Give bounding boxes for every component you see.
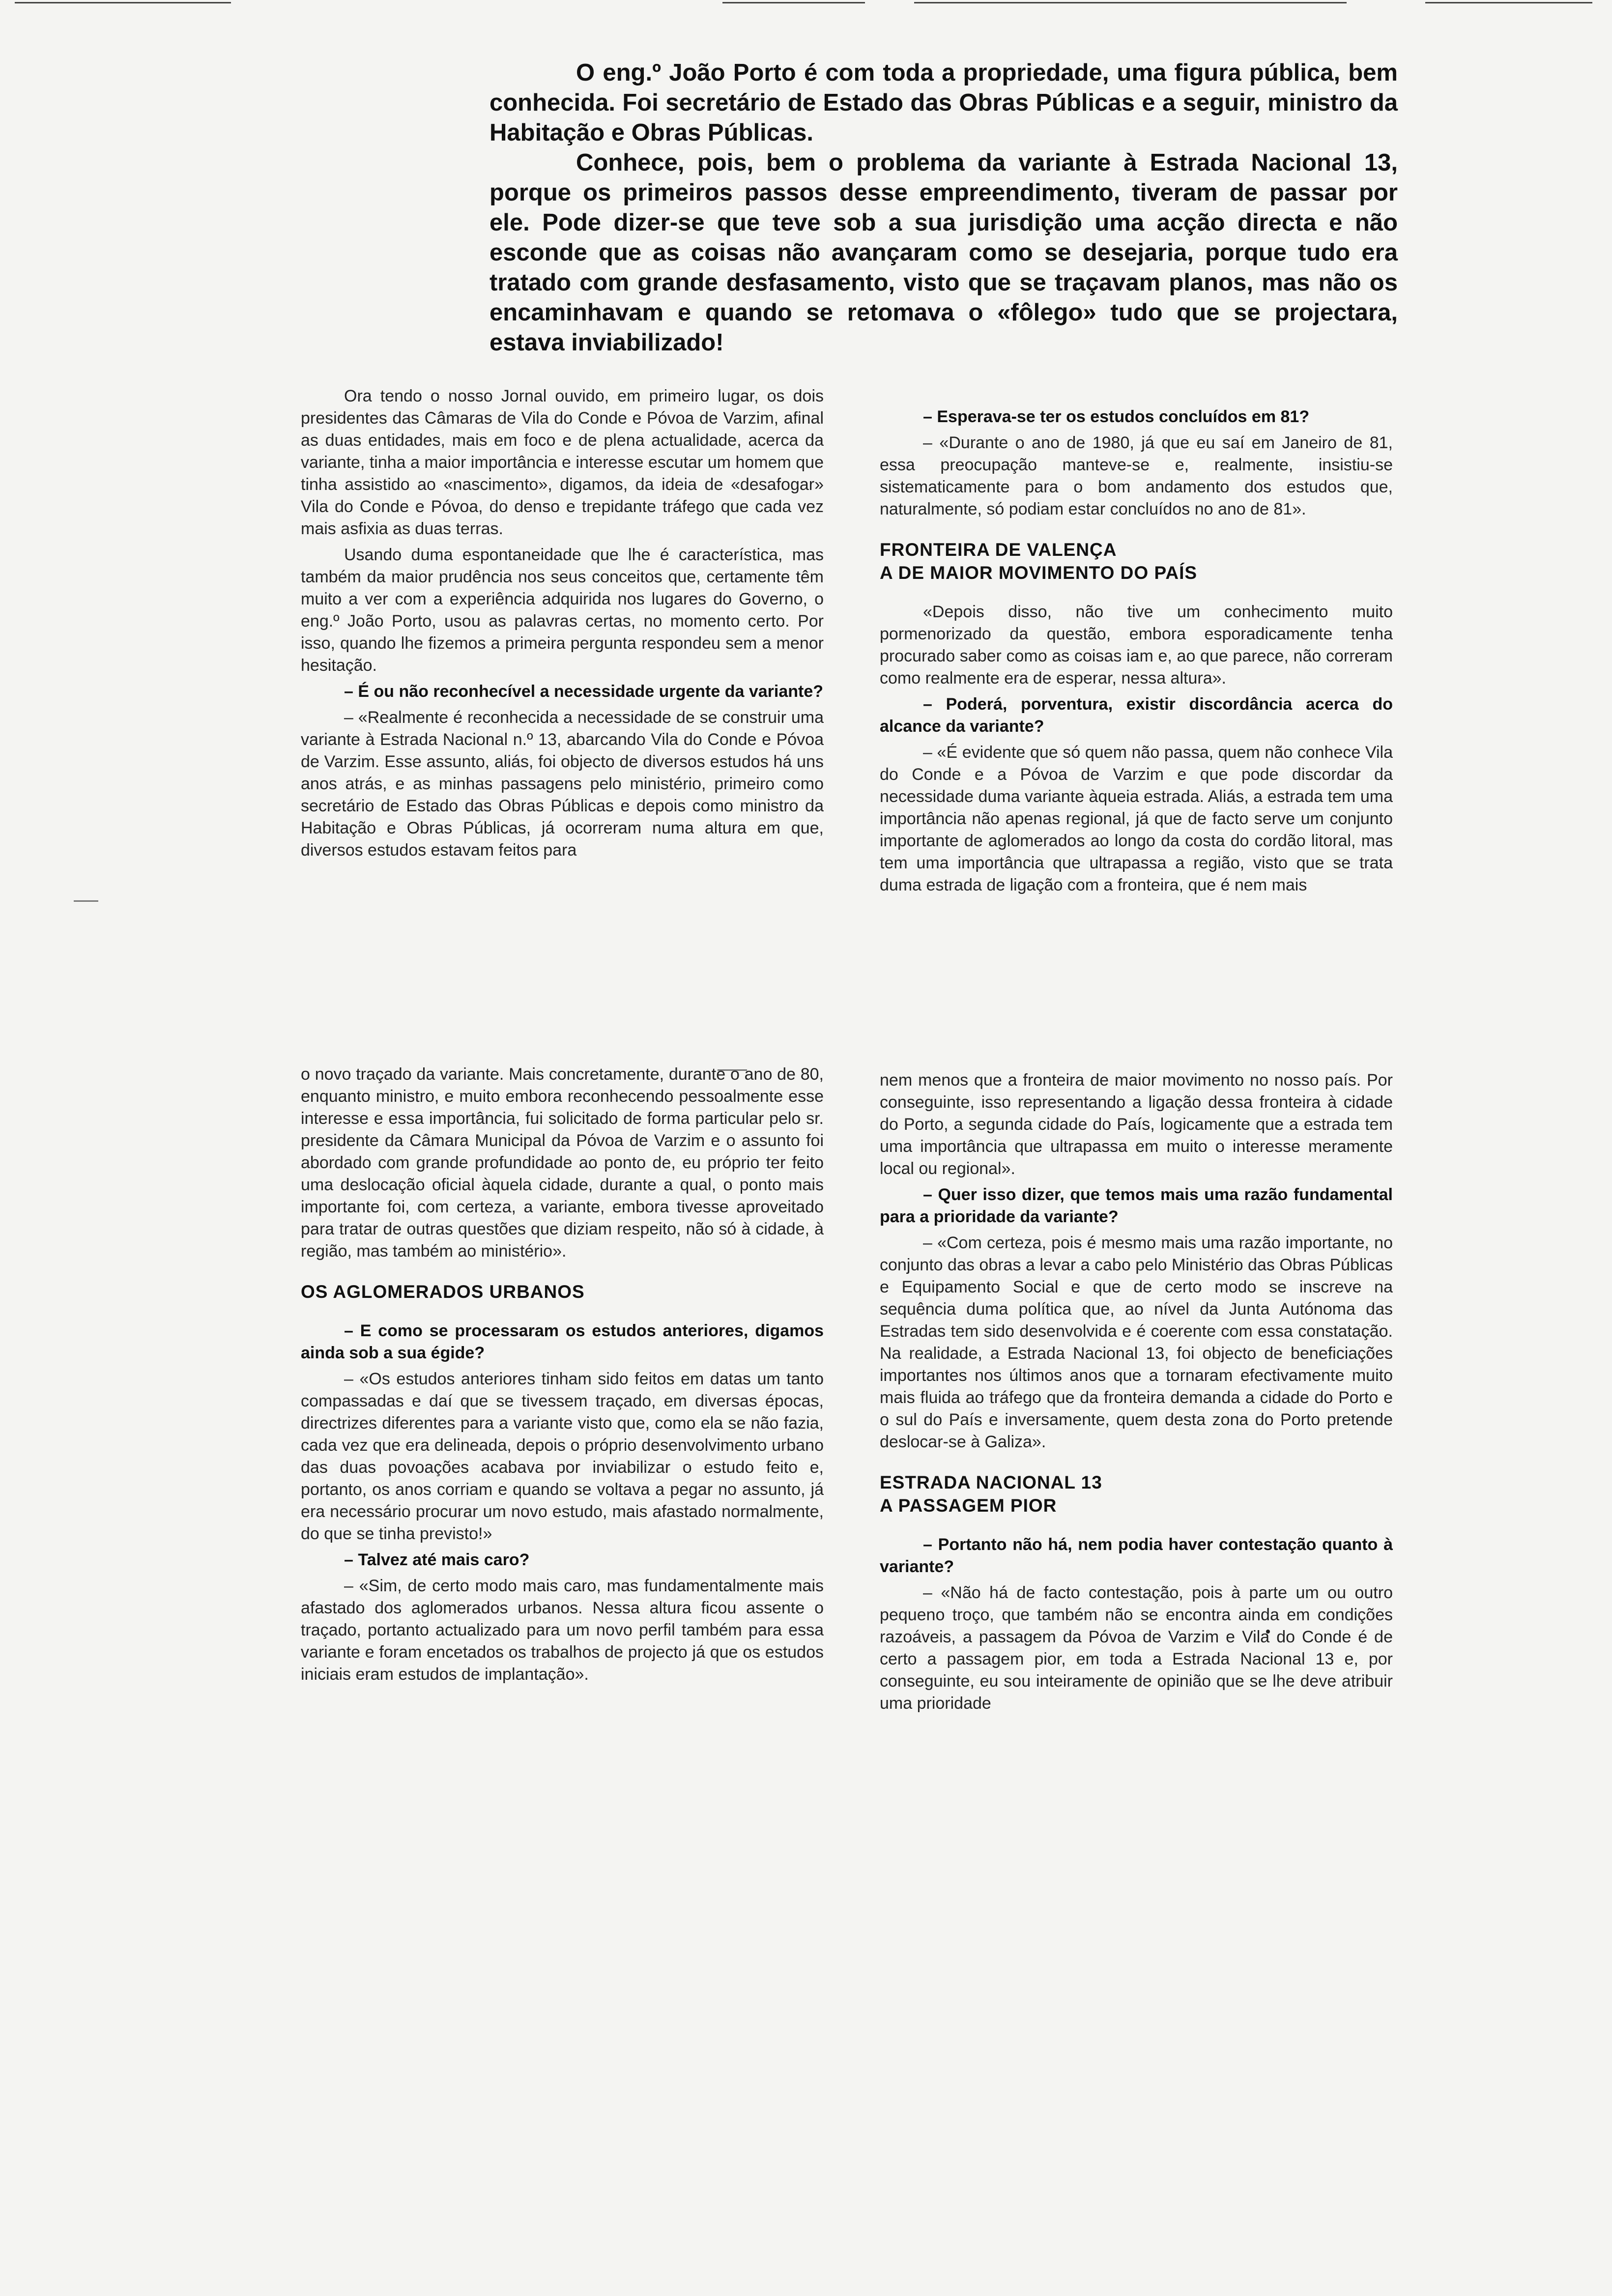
section-heading-line: OS AGLOMERADOS URBANOS [301,1282,585,1302]
interview-question: – Quer isso dizer, que temos mais uma razão fundamental para a prioridade da variante? [880,1185,1393,1226]
section-heading-line: FRONTEIRA DE VALENÇA [880,540,1117,560]
left-column-bottom [301,1063,824,1690]
section-heading-line: A PASSAGEM PIOR [880,1495,1057,1516]
body-paragraph: – «Não há de facto contestação, pois à parte um ou outro pequeno troço, que também não se encontra ainda em condições razoáveis, a passagem da Póvoa de Varzim e Vila do Conde é de certo a passagem pior, em toda a Estrada Nacional 13 e, por conseguinte, eu sou inteiramente de opinião que se lhe deve atribuir uma prioridade [880,1583,1393,1713]
section-heading-line: A DE MAIOR MOVIMENTO DO PAÍS [880,563,1198,583]
interview-question: – Poderá, porventura, existir discordância acerca do alcance da variante? [880,695,1393,736]
body-paragraph: Ora tendo o nosso Jornal ouvido, em primeiro lugar, os dois presidentes das Câmaras de Vila do Conde e Póvoa de Varzim, afinal as duas entidades, mais em foco e de plena actualidade, acerca da variante, tinha a maior importância e interesse escutar um homem que tinha assistido ao «nascimento», digamos, da ideia de «desafogar» Vila do Conde e Póvoa, do denso e trepidante tráfego que cada vez mais asfixia as duas terras. [301,387,824,538]
section-heading [880,1471,1393,1517]
continued-paragraph: nem menos que a fronteira de maior movimento no nosso país. Por conseguinte, isso representando a ligação dessa fronteira à cidade do Porto, a segunda cidade do País, logicamente que a estrada tem uma importância que ultrapassa em muito o interesse meramente local ou regional». [880,1071,1393,1178]
lead-p1: O eng.º João Porto é com toda a propriedade, uma figura pública, bem conhecida. Foi secretário de Estado das Obras Públicas e a seguir, ministro da Habitação e Obras Públicas. [489,59,1398,146]
section-heading [880,538,1393,584]
body-paragraph: – «Durante o ano de 1980, já que eu saí em Janeiro de 81, essa preocupação manteve-se e, realmente, insistiu-se sistematicamente para o bom andamento dos estudos que, naturalmente, só podiam estar concluídos no ano de 81». [880,433,1393,518]
interview-question: – Portanto não há, nem podia haver contestação quanto à variante? [880,1535,1393,1576]
interview-question: – É ou não reconhecível a necessidade urgente da variante? [344,682,824,701]
body-paragraph: – «É evidente que só quem não passa, quem não conhece Vila do Conde e a Póvoa de Varzim e que pode discordar da necessidade duma variante àqueia estrada. Aliás, a estrada tem uma importância não apenas regional, já que de facto serve um conjunto importante de aglomerados ao longo da costa do cordão litoral, mas tem uma importância que ultrapassa a região, visto que se trata duma estrada de ligação com a fronteira, que é nem mais [880,743,1393,894]
body-paragraph: – «Os estudos anteriores tinham sido feitos em datas um tanto compassadas e daí que se tivessem traçado, em diversas épocas, directrizes diferentes para a variante visto que, como ela se não fazia, cada vez que era delineada, depois o próprio desenvolvimento urbano das duas povoações acabava por inviabilizar o estudo feito e, portanto, os anos corriam e quando se voltava a pegar no assunto, já era necessário procurar um novo estudo, mais afastado normalmente, do que se tinha previsto!» [301,1370,824,1543]
body-paragraph: – «Sim, de certo modo mais caro, mas fundamentalmente mais afastado dos aglomerados urbanos. Nessa altura ficou assente o traçado, portanto actualizado para um novo perfil também para essa variante e foram encetados os trabalhos de projecto já que os estudos iniciais eram estudos de implantação». [301,1577,824,1684]
continued-paragraph: o novo traçado da variante. Mais concretamente, durante o ano de 80, enquanto ministro, e muito embora reconhecendo pessoalmente esse interesse e essa importância, fui solicitado de forma particular pelo sr. presidente da Câmara Municipal da Póvoa de Varzim e o assunto foi abordado com grande profundidade ao ponto de, eu próprio ter feito uma deslocação oficial àquela cidade, durante a qual, o ponto mais importante foi, com certeza, a variante, embora tivesse aproveitado para tratar de outras questões que diziam respeito, não só à cidade, à região, mas também ao ministério». [301,1065,824,1261]
section-heading-line: ESTRADA NACIONAL 13 [880,1472,1102,1492]
body-paragraph: Usando duma espontaneidade que lhe é característica, mas também da maior prudência nos seus conceitos que, certamente têm muito a ver com a experiência adquirida nos lugares do Governo, o eng.º João Porto, usou as palavras certas, no momento certo. Por isso, quando lhe fizemos a primeira pergunta respondeu sem a menor hesitação. [301,545,824,675]
section-heading [301,1280,824,1303]
body-paragraph: – «Realmente é reconhecida a necessidade de se construir uma variante à Estrada Nacional n.º 13, abarcando Vila do Conde e Póvoa de Varzim. Esse assunto, aliás, foi objecto de diversos estudos há uns anos atrás, e as minhas passagens pelo ministério, primeiro como secretário de Estado das Obras Públicas e depois como ministro da Habitação e Obras Públicas, já ocorreram numa altura em que, diversos estudos estavam feitos para [301,708,824,860]
interview-question: – E como se processaram os estudos anteriores, digamos ainda sob a sua égide? [301,1321,824,1362]
right-column-top [880,406,1393,900]
top-rule [722,2,865,3]
body-paragraph: «Depois disso, não tive um conhecimento muito pormenorizado da questão, embora esporadicamente tenha procurado saber como as coisas iam e, ao que parece, não correram como realmente era de esperar, nessa altura». [880,603,1393,688]
top-rule [1425,2,1592,3]
lead-paragraph [489,58,1398,358]
margin-mark [74,900,98,902]
left-column-top [301,385,824,865]
interview-question: – Esperava-se ter os estudos concluídos em 81? [923,407,1310,426]
right-column-bottom [880,1069,1393,1719]
top-rule [914,2,1347,3]
interview-question: – Talvez até mais caro? [344,1550,530,1569]
top-rule [15,2,231,3]
body-paragraph: – «Com certeza, pois é mesmo mais uma razão importante, no conjunto das obras a levar a cabo pelo Ministério das Obras Públicas e Equipamento Social e que de certo modo se inscreve na sequência duma política que, ao nível da Junta Autónoma das Estradas tem sido desenvolvida e é coerente com essa constatação. Na realidade, a Estrada Nacional 13, foi objecto de beneficiações importantes nos últimos anos que a tornaram efectivamente muito mais fluida ao tráfego que da fronteira demanda a cidade do Porto e o sul do País e inversamente, quem desta zona do Porto pretende deslocar-se à Galiza». [880,1234,1393,1451]
lead-p2: Conhece, pois, bem o problema da variante à Estrada Nacional 13, porque os primeiros passos desse empreendimento, tiveram de passar por ele. Pode dizer-se que teve sob a sua jurisdição uma acção directa e não esconde que as coisas não avançaram como se desejaria, porque tudo era tratado com grande desfasamento, visto que se traçavam planos, mas não os encaminhavam e quando se retomava o «fôlego» tudo que se projectara, estava inviabilizado! [489,149,1398,356]
